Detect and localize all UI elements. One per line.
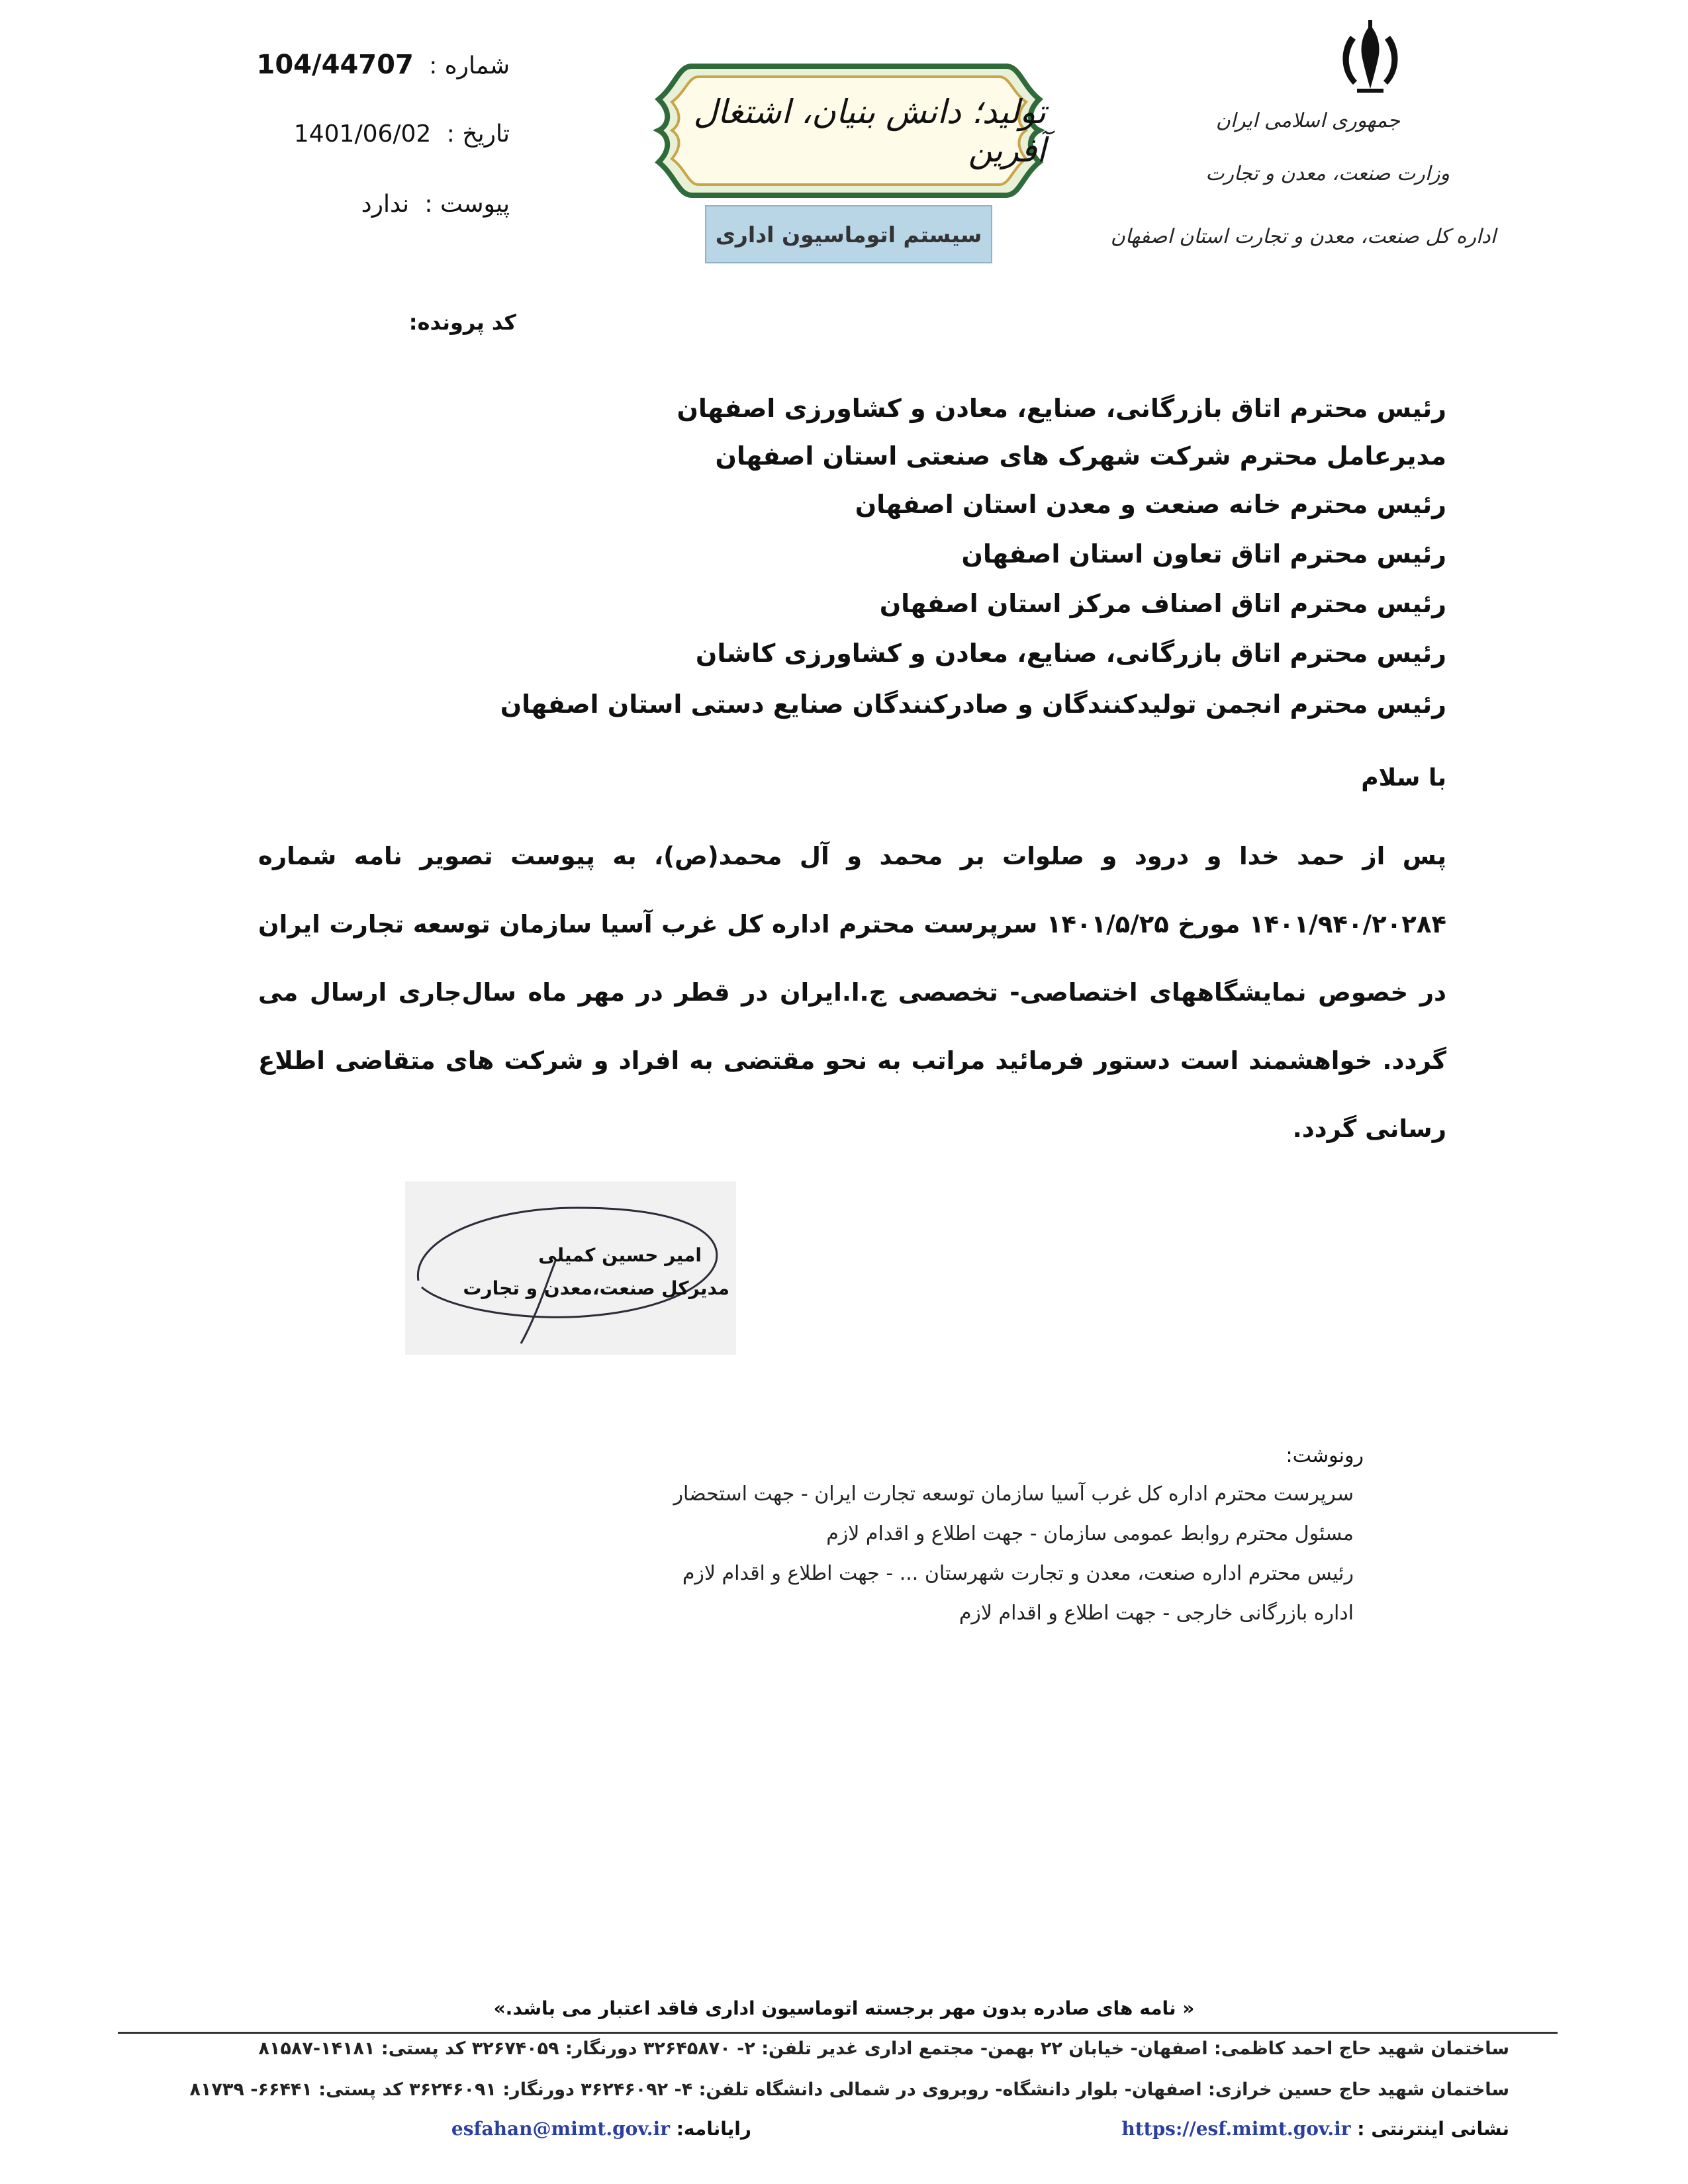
handwritten-signature-icon bbox=[405, 1181, 736, 1355]
letter-attachment bbox=[361, 191, 510, 218]
recipient-line: رئیس محترم انجمن تولیدکنندگان و صادرکنندگان صنایع دستی استان اصفهان bbox=[500, 690, 1446, 719]
footer-address-2: ساختمان شهید حاج حسین خرازی: اصفهان- بلوار دانشگاه- روبروی در شمالی دانشگاه تلفن: ۴- ۳۶۲۴۶۰۹۲ دورنگار: ۳۶۲۴۶۰۹۱ کد پستی: ۶۶۴۴۱- ۸۱۷۳۹ bbox=[189, 2079, 1509, 2100]
letter-number bbox=[257, 50, 510, 80]
footer-website bbox=[1121, 2118, 1509, 2140]
footer-address-1: ساختمان شهید حاج احمد کاظمی: اصفهان- خیابان ۲۲ بهمن- مجتمع اداری غدیر تلفن: ۲- ۳۲۶۴۵۸۷۰ دورنگار: ۳۲۶۷۴۰۵۹ کد پستی: ۱۴۱۸۱-۸۱۵۸۷ bbox=[258, 2038, 1509, 2059]
number-value: 104/44707 bbox=[256, 50, 414, 80]
footer-email bbox=[451, 2118, 751, 2140]
letter-body: پس از حمد خدا و درود و صلوات بر محمد و آل محمد(ص)، به پیوست تصویر نامه شماره ۱۴۰۱/۹۴۰/۲۰۲۸۴ مورخ ۱۴۰۱/۵/۲۵ سرپرست محترم اداره کل غرب آسیا سازمان توسعه تجارت ایران در خصوص نمایشگاههای اختصاصی- تخصصی ج.ا.ایران در قطر در مهر ماه سال‌جاری ارسال می گردد. خواهشمند است دستور فرمائید مراتب به نحو مقتضی به افراد و شرکت های متقاضی اطلاع رسانی گردد. bbox=[258, 842, 1446, 1143]
footer-validity-note: « نامه های صادره بدون مهر برجسته اتوماسیون اداری فاقد اعتبار می باشد.» bbox=[493, 1997, 1195, 2019]
recipient-line: رئیس محترم اتاق اصناف مرکز استان اصفهان bbox=[879, 589, 1446, 618]
org-ministry: وزارت صنعت، معدن و تجارت bbox=[1205, 162, 1450, 185]
cc-item: رئیس محترم اداره صنعت، معدن و تجارت شهرستان ... - جهت اطلاع و اقدام لازم bbox=[682, 1562, 1354, 1585]
recipient-line: رئیس محترم اتاق تعاون استان اصفهان bbox=[961, 539, 1446, 569]
org-department: اداره کل صنعت، معدن و تجارت استان اصفهان bbox=[1110, 225, 1496, 248]
recipient-line: رئیس محترم اتاق بازرگانی، صنایع، معادن و کشاورزی کاشان bbox=[695, 639, 1446, 668]
email-link[interactable]: esfahan@mimt.gov.ir bbox=[451, 2118, 670, 2140]
signer-name: امیر حسین کمیلی bbox=[538, 1244, 702, 1266]
recipient-line: رئیس محترم اتاق بازرگانی، صنایع، معادن و کشاورزی اصفهان bbox=[677, 394, 1446, 423]
number-label: شماره : bbox=[429, 52, 510, 79]
slogan-text: تولید؛ دانش بنیان، اشتغال آفرین bbox=[693, 92, 1046, 169]
email-label: رایانامه: bbox=[676, 2118, 751, 2140]
letter-date bbox=[294, 120, 510, 148]
cc-item: اداره بازرگانی خارجی - جهت اطلاع و اقدام لازم bbox=[959, 1602, 1354, 1625]
website-link[interactable]: https://esf.mimt.gov.ir bbox=[1121, 2118, 1351, 2140]
cc-item: مسئول محترم روابط عمومی سازمان - جهت اطلاع و اقدام لازم bbox=[826, 1522, 1354, 1545]
org-country: جمهوری اسلامی ایران bbox=[1215, 109, 1400, 132]
cc-label: رونوشت: bbox=[1286, 1444, 1364, 1467]
date-label: تاریخ : bbox=[446, 120, 510, 148]
iran-emblem-icon bbox=[1331, 20, 1410, 99]
footer-divider bbox=[118, 2032, 1558, 2034]
greeting: با سلام bbox=[1361, 764, 1446, 792]
attachment-value: ندارد bbox=[361, 191, 409, 218]
recipient-line: مدیرعامل محترم شرکت شهرک های صنعتی استان اصفهان bbox=[715, 441, 1446, 471]
website-label: نشانی اینترنتی : bbox=[1357, 2118, 1509, 2140]
recipient-line: رئیس محترم خانه صنعت و معدن استان اصفهان bbox=[855, 490, 1446, 519]
cc-item: سرپرست محترم اداره کل غرب آسیا سازمان توسعه تجارت ایران - جهت استحضار bbox=[673, 1482, 1354, 1506]
date-value: 1401/06/02 bbox=[293, 120, 432, 148]
signer-title: مدیرکل صنعت،معدن و تجارت bbox=[463, 1277, 729, 1299]
system-name-box: سیستم اتوماسیون اداری bbox=[705, 205, 992, 263]
attachment-label: پیوست : bbox=[424, 191, 510, 218]
file-code-label: کد پرونده: bbox=[408, 310, 516, 335]
